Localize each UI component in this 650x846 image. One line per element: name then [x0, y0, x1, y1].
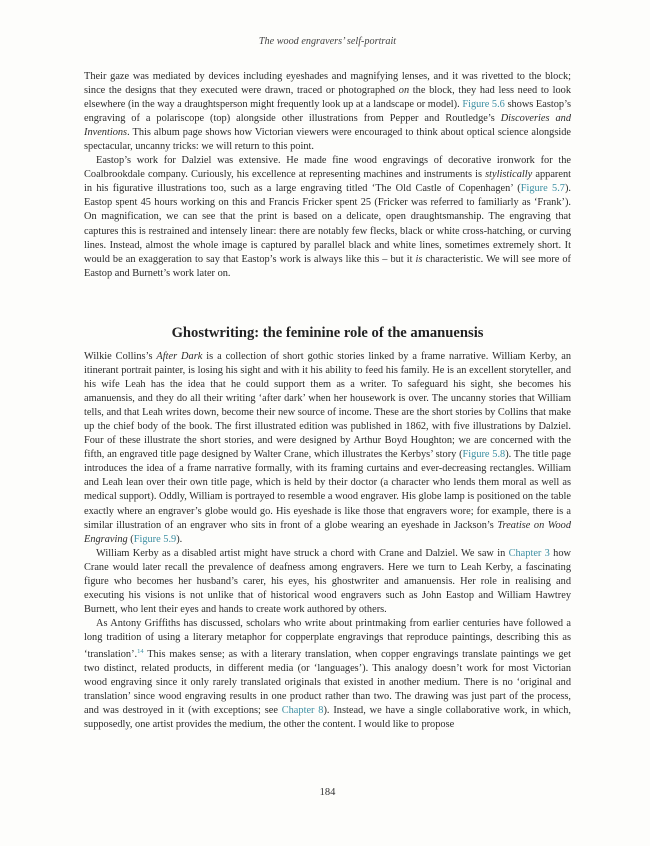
chapter-3-link[interactable]: Chapter 3 — [508, 547, 550, 559]
footnote-ref[interactable]: 14 — [137, 647, 144, 655]
figure-5-7-link[interactable]: Figure 5.7 — [520, 183, 565, 195]
paragraph-1: Their gaze was mediated by devices including eyeshades and magnifying lenses, and it was rivetted to the block; since the designs that they executed were drawn, traced or photographed on the block, they had less need to look elsewhere (in the way a draughtsperson might frequently look up at a landscape or model). Figure 5.6 shows Eastop’s engraving of a polariscope (top) alongside other illustrations from Pepper and Routledge’s Discoveries and Inventions. This album page shows how Victorian viewers were encouraged to think about optical science alongside spectacular, uncanny tricks: we will return to this point. — [84, 71, 571, 153]
body-text-top — [84, 70, 571, 281]
paragraph-4: William Kerby as a disabled artist might have struck a chord with Crane and Dalziel. We saw in Chapter 3 how Crane would later recall the prevalence of deafness among engravers. Here we turn to Leah Kerby, a fascinating figure who becomes her husband’s carer, his eyes, his ghostwriter and amanuensis. Her role in realising and executing his visions is not unlike that of historical wood engravers such as John Eastop and William Hawtrey Burnett, who lent their eyes and hands to create work authored by others. — [84, 547, 571, 615]
section-heading: Ghostwriting: the feminine role of the amanuensis — [171, 325, 484, 341]
paragraph-5: As Antony Griffiths has discussed, scholars who write about printmaking from earlier centuries have followed a long tradition of using a literary metaphor for copperplate engravings that reproduce paintings, describing this as ‘translation’.$^{14}$ This makes sense; as with a literary translation, when copper engravings translate paintings we get two distinct, related products, in different media (or ‘languages’). This analogy doesn’t work for most Victorian wood engraving since it only rarely translated originals that existed in another medium. There is no ‘original and translation’ since wood engraving results in one product rather than two. The drawing was just part of the process, and was destroyed in it (with exceptions; see Chapter 8). Instead, we have a single collaborative work, in which, supposedly, one artist provides the medium, the other the content. I would like to propose — [84, 617, 571, 731]
figure-5-9-link[interactable]: Figure 5.9 — [133, 533, 177, 545]
page-number: 184 — [319, 787, 336, 798]
running-head: The wood engravers’ self-portrait — [258, 36, 397, 47]
figure-5-8-link[interactable]: Figure 5.8 — [462, 449, 506, 461]
figure-5-6-link[interactable]: Figure 5.6 — [462, 99, 505, 111]
chapter-8-link[interactable]: Chapter 8 — [281, 705, 324, 717]
body-text-bottom — [84, 350, 571, 732]
paragraph-2: Eastop’s work for Dalziel was extensive. He made fine wood engravings of decorative ironwork for the Coalbrookdale company. Curiously, his excellence at representing machines and instruments is stylistically apparent in his figurative illustrations too, such as a large engraving titled ‘The Old Castle of Copenhagen’ (Figure 5.7). Eastop spent 45 hours working on this and Francis Fricker spent 25 (Fricker was referred to familiarly as ‘Frank’). On magnification, we can see that the print is based on a delicate, open draughtsmanship. The engraving that captures this is restrained and intensely linear: there are notably few flecks, black or white cross-hatching, or curving lines. Instead, almost the whole image is captured by parallel black and white lines, sometimes extremely short. It would be an exaggeration to say that Eastop’s work is always like this – but it is characteristic. We will see more of Eastop and Burnett’s work later on. — [84, 155, 571, 279]
paragraph-3: Wilkie Collins’s After Dark is a collection of short gothic stories linked by a frame narrative. William Kerby, an itinerant portrait painter, is losing his sight and with it his ability to feed his family. He is an excellent storyteller, and his wife Leah has the idea that he could support them as a writer. To safeguard his sight, she becomes his amanuensis, and they do all their writing ‘after dark’ when her housework is over. The uncanny stories that William tells, and that Leah writes down, become their new source of income. These are the short stories by Collins that make up the chief body of the book. The first illustrated edition was published in 1862, with five illustrations by Dalziel. Four of these illustrate the short stories, and were designed by Arthur Boyd Houghton; we are concerned with the fifth, an engraved title page designed by Walter Crane, which illustrates the Kerbys’ story (Figure 5.8). The title page introduces the idea of a frame narrative formally, with its framing curtains and ever-decreasing rectangles. William and Leah lean over their own title page, which is held by their doctor (a character who lends them moral as well as medical support). Oddly, William is portrayed to resemble a wood engraver. His globe lamp is positioned on the table exactly where an engraver’s globe would go. His eyeshade is like those that engravers wore; for example, there is a similar illustration of an engraver who sits in front of a globe wearing an eyeshade in Jackson’s Treatise on Wood Engraving (Figure 5.9). — [84, 351, 571, 545]
